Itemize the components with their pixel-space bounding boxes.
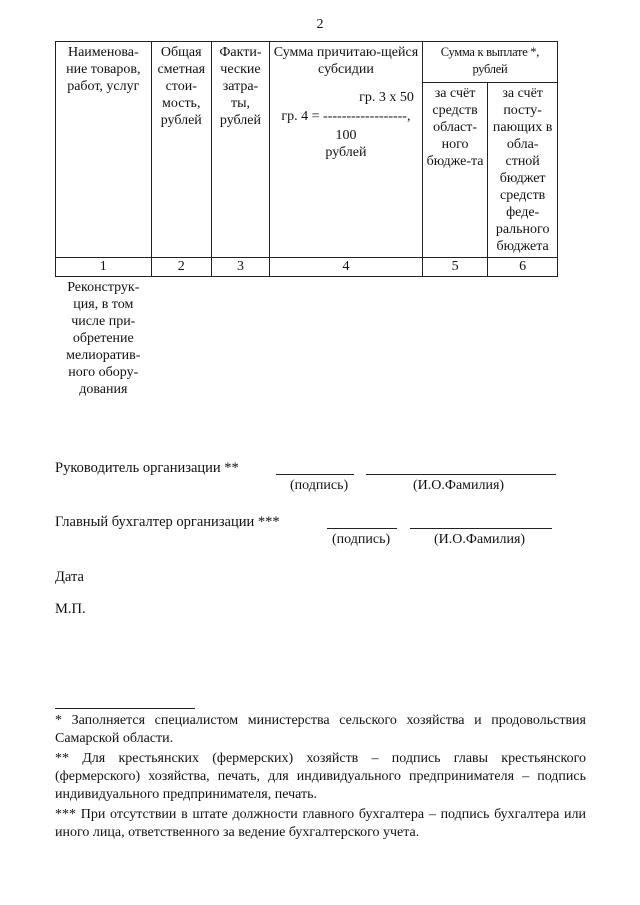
accountant-signature-line[interactable] xyxy=(327,528,397,529)
head-signature-label: Руководитель организации ** xyxy=(55,460,239,476)
header-federal-budget: за счёт посту-пающих в обла-стной бюджет средств феде-рального бюджета xyxy=(488,83,558,258)
accountant-name-caption: (И.О.Фамилия) xyxy=(434,532,526,547)
subsidy-table xyxy=(55,41,558,421)
column-number: 1 xyxy=(56,258,152,277)
formula-unit: рублей xyxy=(325,145,367,160)
date-label: Дата xyxy=(55,569,84,585)
column-numbers-row xyxy=(56,258,558,277)
formula-denominator: 100 xyxy=(335,128,357,143)
head-signature-line[interactable] xyxy=(276,474,354,475)
header-total-estimated-cost: Общая сметная стои-мость, рублей xyxy=(151,42,211,258)
row-cell-empty xyxy=(488,277,558,422)
row-item-name: Реконструк-ция, в том числе при-обретение мелиоратив-ного обору-дования xyxy=(66,280,141,397)
page-number: 2 xyxy=(316,17,324,32)
accountant-signature-label: Главный бухгалтер организации *** xyxy=(55,514,280,530)
header-subsidy-amount xyxy=(270,42,423,258)
column-number: 2 xyxy=(151,258,211,277)
subsidy-title: Сумма причитаю-щейся субсидии xyxy=(273,45,419,77)
column-number: 6 xyxy=(488,258,558,277)
column-number: 5 xyxy=(422,258,487,277)
column-number: 3 xyxy=(211,258,269,277)
column-number: 4 xyxy=(270,258,423,277)
stamp-label: М.П. xyxy=(55,601,86,617)
footnote-2: ** Для крестьянских (фермерских) хозяйств – подпись главы крестьянского (фермерского) хозяйства, печать, для индивидуального предпринимателя – подпись индивидуального предпринимателя, печать. xyxy=(55,751,586,802)
footnote-1: * Заполняется специалистом министерства сельского хозяйства и продовольствия Самарской области. xyxy=(55,713,586,746)
header-amount-to-pay: Сумма к выплате *, рублей xyxy=(422,42,557,83)
footnotes xyxy=(55,712,586,844)
head-name-line[interactable] xyxy=(366,474,556,475)
formula-numerator: гр. 3 х 50 xyxy=(359,90,414,105)
footnote-3: *** При отсутствии в штате должности главного бухгалтера – подпись бухгалтера или иного лица, ответственного за ведение бухгалтерского учета. xyxy=(55,807,586,840)
head-signature-caption: (подпись) xyxy=(290,478,349,493)
header-regional-budget: за счёт средств област-ного бюдже-та xyxy=(422,83,487,258)
accountant-signature-caption: (подпись) xyxy=(332,532,391,547)
header-actual-costs: Факти-ческие затра-ты, рублей xyxy=(211,42,269,258)
row-cell-empty xyxy=(270,277,423,422)
footnote-divider xyxy=(55,708,195,709)
header-goods-works-services: Наименова-ние товаров, работ, услуг xyxy=(56,42,152,258)
formula-lhs: гр. 4 = ------------------, xyxy=(281,109,411,124)
row-cell-empty xyxy=(211,277,269,422)
row-cell-empty xyxy=(151,277,211,422)
accountant-name-line[interactable] xyxy=(410,528,552,529)
row-cell-empty xyxy=(422,277,487,422)
head-name-caption: (И.О.Фамилия) xyxy=(413,478,505,493)
table-row xyxy=(56,277,558,422)
